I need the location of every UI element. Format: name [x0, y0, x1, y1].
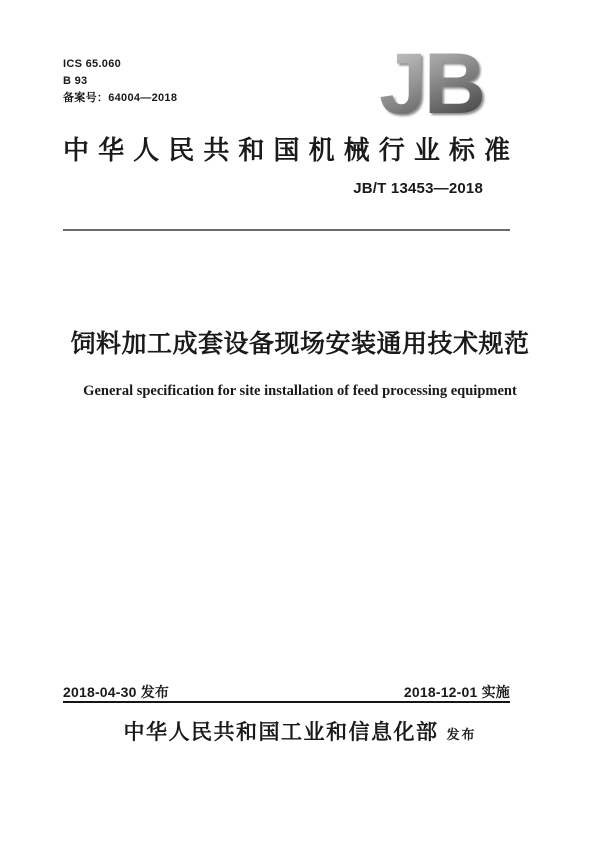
- record-number: 备案号：64004—2018: [63, 92, 178, 104]
- standard-title-chinese: 饲料加工成套设备现场安装通用技术规范: [70, 330, 530, 358]
- footer-divider-rule: [63, 701, 510, 703]
- implement-date: 2018-12-01 实施: [403, 684, 510, 700]
- standard-title-english: General specification for site installation of feed processing equipment: [83, 383, 517, 399]
- header-divider-rule: [63, 229, 510, 231]
- publisher-action-label: 发布: [446, 727, 477, 742]
- publisher-name: 中华人民共和国工业和信息化部: [123, 721, 439, 744]
- standard-number: JB/T 13453—2018: [353, 180, 483, 197]
- china-class-code: B 93: [63, 75, 88, 87]
- ics-classification-block: [63, 56, 177, 107]
- standard-type-title: 中华人民共和国机械行业标准: [63, 135, 510, 165]
- jb-logo: JB: [379, 36, 483, 132]
- issue-date: 2018-04-30 发布: [63, 684, 170, 700]
- dates-row: [63, 682, 510, 702]
- publisher-row: [40, 716, 560, 746]
- ics-code: ICS 65.060: [63, 58, 122, 70]
